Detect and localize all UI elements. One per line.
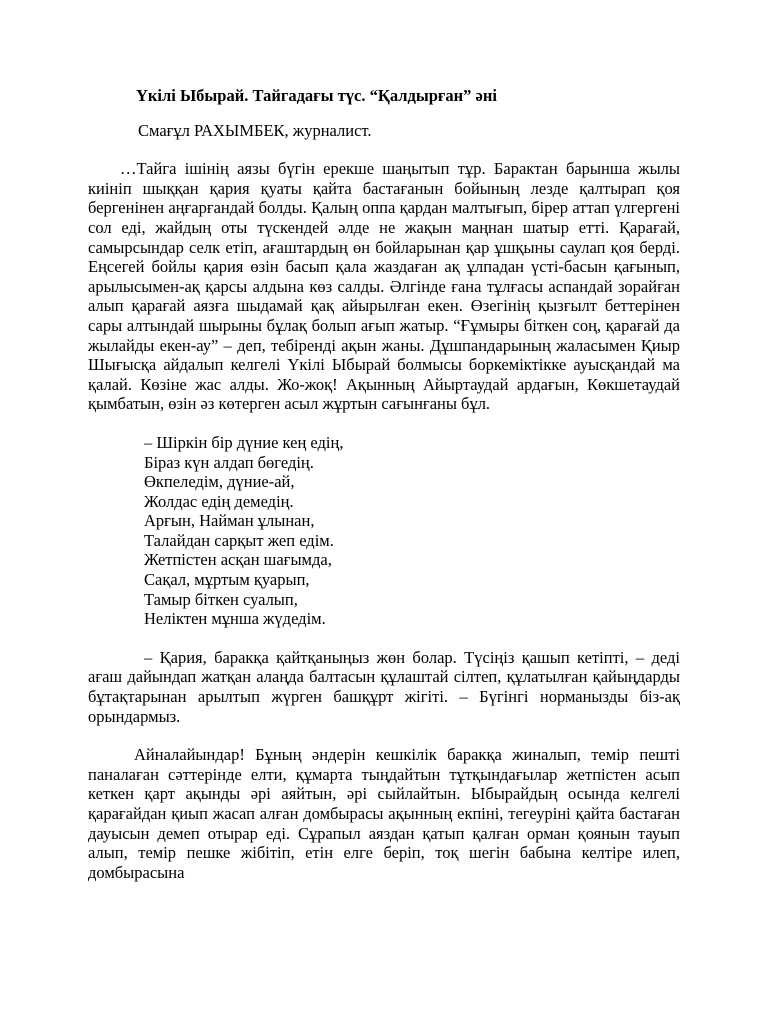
- poem-line: Неліктен мұнша жүдедім.: [144, 609, 326, 629]
- poem-line: Арғын, Найман ұлынан,: [144, 511, 315, 531]
- poem-line: Жетпістен асқан шағымда,: [144, 550, 332, 570]
- poem-line: Талайдан сарқыт жеп едім.: [144, 530, 334, 550]
- document-page: [88, 86, 680, 882]
- poem-line: Өкпеледім, дүние-ай,: [144, 472, 295, 492]
- poem-line: Жолдас едің демедің.: [144, 491, 294, 511]
- poem-line: Сақал, мұртым қуарып,: [144, 570, 310, 590]
- poem-line: Тамыр біткен суалып,: [144, 589, 298, 609]
- poem-line: – Шіркін бір дүние кең едің,: [144, 432, 344, 452]
- document-title: Үкілі Ыбырай. Тайгадағы түс. “Қалдырған” әні: [136, 86, 497, 105]
- body-paragraph: …Тайга ішінің аязы бүгін ерекше шаңытып тұр. Барактан барынша жылы киініп шыққан қария қуаты қайта бастағанын бойының лезде қалтырап қоя бергенінен аңғарғандай болды. Қалың оппа қардан малтығып, бірер аттап үлгергені сол еді, жайдың оты түскендей әлде не жақын маңнан шатыр етті. Қарағай, самырсындар селк етіп, ағаштардың өн бойларынан қар ұшқыны саулап қоя берді. Еңсегей бойлы қария өзін басып қала жаздаған ақ ұлпадан үсті-басын қағынып, арылысымен-ақ қарсы алдына көз салды. Әлгінде ғана тұлғасы аспандай зорайған алып қарағай аязға шыдамай қақ айырылған екен. Өзегінің қызғылт беттерінен сары алтындай шырыны бұлақ болып ағып жатыр. “Ғұмыры біткен соң, қарағай да жылайды екен-ау” – деп, тебіренді ақын жаны. Дұшпандарының жаласымен Қиыр Шығысқа айдалып келгелі Үкілі Ыбырай болмысы боркемiктiкке ауысқандай ма қалай. Көзіне жас алды. Жо-жоқ! Ақынның Айыртаудай ардағын, Көкшетаудай қымбатын, өзін әз көтерген асыл жұртын сағынғаны бұл.: [88, 159, 680, 414]
- author-line: Смағұл РАХЫМБЕК, журналист.: [138, 120, 372, 140]
- body-paragraph: – Қария, баракқа қайтқаныңыз жөн болар. Түсіңіз қашып кетіпті, – деді ағаш дайындап жатқан алаңда балтасын құлаштай сілтеп, құлатылған қайыңдарды бұтақтарынан арылтып жүрген башқұрт жігіті. – Бүгінгі норманызды біз-ақ орындармыз.: [88, 647, 680, 726]
- poem-block: [144, 433, 680, 629]
- poem-line: Біраз күн алдап бөгедің.: [144, 452, 314, 472]
- body-paragraph: Айналайындар! Бұның әндерін кешкілік баракқа жиналып, темір пешті паналаған сәттерінде елти, құмарта тыңдайтын тұтқындағылар жетпістен асып кеткен қарт ақынды әрі аяйтын, әрі сыйлайтын. Ыбырайдың осында келгелі қарағайдан қиып жасап алған домбырасы ақынның екпіні, тегеуріні қайта бастаған дауысын демеп отырар еді. Сұрапыл аяздан қатып қалған орман қоянын тауып алып, темір пешке жібітіп, етін елге беріп, тоқ шегін бабына келтіре илеп, домбырасына: [88, 745, 680, 882]
